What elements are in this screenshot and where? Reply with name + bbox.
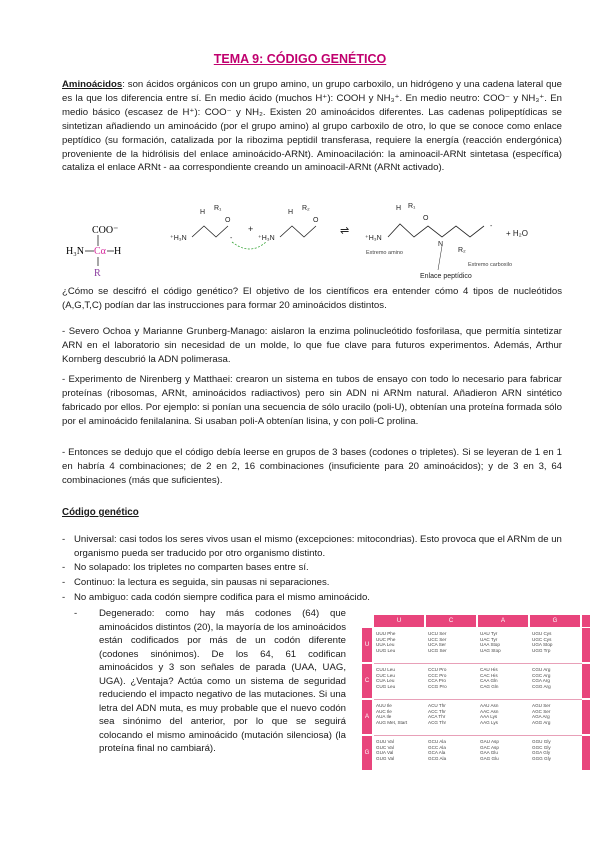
codon-entry: UCC Ser xyxy=(428,636,447,642)
codon-entry: UAC Tyr xyxy=(480,636,498,642)
codon-entry: UAG Stop xyxy=(480,647,501,653)
codon-entry: AAA Lys xyxy=(480,714,498,720)
codon-entry: UUU Phe xyxy=(376,631,396,636)
bullet-no-solapado: - No solapado: los tripletes no comparten bases entre sí. xyxy=(62,562,309,573)
codon-entry: GUA Val xyxy=(376,750,394,756)
codon-entry: GUC Val xyxy=(376,744,394,750)
nirenberg-paragraph: - Experimento de Nirenberg y Matthaei: crearon un sistema en tubos de ensayo con todo lo necesario para fabricar proteínas (ribosomas, ARNt, aminoácidos radiactivos) pero sin ADN ni ARNm natural. Añadieron ARN sintético fabricado por ellos. Por ejemplo: si ponían una secuencia de sólo uracilo (poli-U), obtenían una proteína formada sólo por el aminoácido fenilalanina. Si usaban poli-A obtenían lisina, y con poli-C prolina. xyxy=(62,374,562,427)
codon-entry: UCA Ser xyxy=(428,642,446,648)
plus-sign: + xyxy=(248,224,254,234)
aminoacidos-text: : son ácidos orgánicos con un grupo amino, un grupo carboxilo, un hidrógeno y una cadena lateral que es la que los diferencia entre sí. En medio ácido (muchos H⁺): COOH y NH₃⁺. En medio neutro: COO⁻ y NH₃⁺. En medio básico (escasez de H⁺): COO⁻ y NH₂. Existen 20 aminoácidos diferentes. Las cadenas polipeptídicas se sintetizan añadiendo un aminoácido (por el grupo amino) al grupo carboxilo de otro, lo que se conoce como enlace peptídico (su formación, catalizada por la ribozima peptidil transferasa, requiere la energía (reacción endergónica) proveniente de la hidrólisis del enlace aminoácido-ARNt). Aminoacilación: la aminoacil-ARNt sintetasa (específica) cataliza el enlace ARNt - aa correspondiente creando un aminoacil-ARNt (ARNt activado). xyxy=(62,79,562,174)
aa2-amino: ⁺H₃N xyxy=(258,235,275,242)
codon-entry: AUG Met, Start xyxy=(376,719,408,725)
equilibrium-arrow: ⇌ xyxy=(340,225,350,237)
codon-entry: GGC Gly xyxy=(532,744,551,750)
codon-entry: ACG Thr xyxy=(428,719,447,725)
extremo-carboxilo-label: Extremo carboxilo xyxy=(468,262,513,268)
codon-entry: UAU Tyr xyxy=(480,631,498,636)
r-label: R xyxy=(94,268,101,279)
codon-entry: CGC Arg xyxy=(532,672,551,678)
ca-label: Cα xyxy=(94,246,106,257)
codon-entry: UUG Leu xyxy=(376,647,396,653)
codon-entry: GAC Asp xyxy=(480,744,499,750)
codon-entry: ACA Thr xyxy=(428,714,446,720)
codon-entry: UGA Stop xyxy=(532,642,553,648)
codon-cell xyxy=(532,631,580,653)
codon-header-U: U xyxy=(374,615,424,627)
codon-entry: UCG Ser xyxy=(428,647,447,653)
codon-row-divider xyxy=(374,735,582,736)
bullet-universal: - Universal: casi todos los seres vivos usan el mismo (excepciones: mitocondrias). Esto provoca que el ARNm de un organismo pueda ser traducido por otro organismo distinto. xyxy=(62,534,562,559)
codon-table xyxy=(362,615,584,773)
codon-entry: GGG Gly xyxy=(532,755,551,761)
codon-side-C: C xyxy=(362,664,372,698)
codon-entry: GUG Val xyxy=(376,755,395,761)
codon-cell xyxy=(428,703,476,725)
codon-entry: CAC His xyxy=(480,672,498,678)
codon-cell xyxy=(428,631,476,653)
codon-entry: CUU Leu xyxy=(376,667,395,672)
product-n: N xyxy=(438,241,444,248)
codon-entry: GGA Gly xyxy=(532,750,551,756)
codon-entry: AGC Ser xyxy=(532,708,551,714)
codon-entry: GCG Ala xyxy=(428,755,447,761)
codon-entry: CGA Arg xyxy=(532,678,550,684)
product-o: O xyxy=(423,215,429,222)
codon-cell xyxy=(376,667,424,689)
codon-entry: CCG Pro xyxy=(428,683,447,689)
codon-entry: UGU Cys xyxy=(532,631,552,636)
codon-row-divider xyxy=(374,663,582,664)
codon-side-U: U xyxy=(362,628,372,662)
water-plus: + H₂O xyxy=(506,229,528,238)
bullet-no-ambiguo: - No ambiguo: cada codón siempre codifica para el mismo aminoácido. xyxy=(62,592,370,603)
product-r2: R₂ xyxy=(458,247,466,254)
codon-entry: GAA Glu xyxy=(480,750,498,756)
coo-label: COO⁻ xyxy=(92,225,119,236)
codon-cell xyxy=(376,703,424,725)
codon-entry: CUG Leu xyxy=(376,683,396,689)
codon-entry: AAG Lys xyxy=(480,719,498,725)
bullet-continuo: - Continuo: la lectura es seguida, sin pausas ni separaciones. xyxy=(62,577,330,588)
aa1-minus: - xyxy=(230,235,233,242)
codon-cell xyxy=(480,703,528,725)
codon-side-A: A xyxy=(362,700,372,734)
codon-cell xyxy=(428,739,476,761)
codon-cell xyxy=(428,667,476,689)
codon-entry: CCA Pro xyxy=(428,678,446,684)
codon-cell xyxy=(480,667,528,689)
codon-entry: ACU Thr xyxy=(428,703,446,708)
aa2-r2: R₂ xyxy=(302,205,310,212)
amino-acid-structure xyxy=(66,224,166,280)
codon-entry: CUC Leu xyxy=(376,672,395,678)
codon-entry: GAU Asp xyxy=(480,739,499,744)
codon-side-right-U xyxy=(582,628,590,662)
codon-entry: GGU Gly xyxy=(532,739,551,744)
codon-header-right xyxy=(582,615,590,627)
codon-entry: AGA Arg xyxy=(532,714,550,720)
tripletes-paragraph: - Entonces se dedujo que el código debía leerse en grupos de 3 bases (codones o tripletes). Si se leyeran de 1 en 1 en habría 4 combinaciones; de 2 en 2, 16 combinaciones (insuficiente para 20 aminoácidos); y de 3 en 3, 64 combinaciones (más que suficientes). xyxy=(62,447,562,486)
codon-cell xyxy=(532,703,580,725)
h-label: H xyxy=(114,246,122,257)
codon-entry: AAU Asn xyxy=(480,703,499,708)
codon-entry: UCU Ser xyxy=(428,631,447,636)
codon-header-A: A xyxy=(478,615,528,627)
codon-entry: UUA Leu xyxy=(376,642,395,648)
codon-entry: UGG Trp xyxy=(532,647,551,653)
codon-entry: GCC Ala xyxy=(428,744,446,750)
codon-header-G: G xyxy=(530,615,580,627)
codon-cell xyxy=(532,739,580,761)
aa1-h: H xyxy=(200,209,206,216)
codon-cell xyxy=(376,739,424,761)
codon-entry: AUU Ile xyxy=(376,703,392,708)
product-r1: R₁ xyxy=(408,203,416,210)
codon-side-right-G xyxy=(582,736,590,770)
codon-entry: AAC Asn xyxy=(480,708,499,714)
product-h1: H xyxy=(396,205,402,212)
codon-entry: AGU Ser xyxy=(532,703,551,708)
codon-entry: CCU Pro xyxy=(428,667,447,672)
peptide-reaction-diagram xyxy=(170,200,570,282)
extremo-amino-label: Extremo amino xyxy=(366,250,403,256)
codon-row-divider xyxy=(374,699,582,700)
codon-entry: CAU His xyxy=(480,667,498,672)
aa2-o: O xyxy=(313,217,319,224)
ochoa-paragraph: - Severo Ochoa y Marianne Grunberg-Manago: aislaron la enzima polinucleótido fosforilasa, que permitía sintetizar ARN en el laboratorio sin necesidad de un molde, lo que fue clave para futuros experimentos. Además, Arthur Kornberg descubrió la ADN polimerasa. xyxy=(62,326,562,365)
aa1-o: O xyxy=(225,217,231,224)
codon-entry: GCU Ala xyxy=(428,739,446,744)
codon-entry: CUA Leu xyxy=(376,678,395,684)
codon-entry: CAG Gln xyxy=(480,683,499,689)
codon-entry: UUC Phe xyxy=(376,636,396,642)
aminoacidos-label: Aminoácidos xyxy=(62,79,123,90)
intro-paragraph: ¿Cómo se descifró el código genético? El objetivo de los científicos era entender cómo 4 tipos de nucleótidos (A,G,T,C) podían dar las instrucciones para formar 20 aminoácidos distintos. xyxy=(62,286,562,311)
enlace-peptidico-label: Enlace peptídico xyxy=(420,273,472,280)
codon-entry: AUC Ile xyxy=(376,708,392,714)
codigo-genetico-heading: Código genético xyxy=(62,507,139,518)
codon-entry: CGU Arg xyxy=(532,667,551,672)
codon-side-G: G xyxy=(362,736,372,770)
codon-side-right-C xyxy=(582,664,590,698)
product-minus: - xyxy=(490,223,493,230)
codon-header-C: C xyxy=(426,615,476,627)
product-amino: ⁺H₃N xyxy=(365,235,382,242)
codon-entry: UGC Cys xyxy=(532,636,552,642)
codon-cell xyxy=(480,631,528,653)
codon-cell xyxy=(480,739,528,761)
aminoacidos-paragraph xyxy=(62,78,562,175)
codon-entry: CAA Gln xyxy=(480,678,498,684)
codon-entry: GCA Ala xyxy=(428,750,446,756)
aa1-amino: ⁺H₃N xyxy=(170,235,187,242)
codon-cell xyxy=(376,631,424,653)
codon-side-right-A xyxy=(582,700,590,734)
codon-cell xyxy=(532,667,580,689)
codon-entry: CCC Pro xyxy=(428,672,447,678)
codon-entry: AGG Arg xyxy=(532,719,551,725)
codon-entry: UAA Stop xyxy=(480,642,500,648)
aa1-r1: R₁ xyxy=(214,205,222,212)
codon-entry: GAG Glu xyxy=(480,755,499,761)
codon-entry: GUU Val xyxy=(376,739,394,744)
aa2-h: H xyxy=(288,209,294,216)
codon-entry: ACC Thr xyxy=(428,708,446,714)
codon-entry: CGG Arg xyxy=(532,683,551,689)
codon-entry: AUA Ile xyxy=(376,714,392,720)
h3n-label: H₃N xyxy=(66,246,84,257)
page-title: TEMA 9: CÓDIGO GENÉTICO xyxy=(213,52,387,66)
bullet-degenerado: - Degenerado: como hay más codones (64) que aminoácidos distintos (20), la mayoría de los aminoácidos están codificados por más de un codón diferente (codones sinónimos). De los 64, 61 codifican aminoácidos y 3 son señales de parada (UAA, UAG, UGA). ¿Ventaja? Actúa como un sistema de seguridad reduciendo el impacto negativo de las mutaciones. Si una letra del ADN muta, es muy probable que el nuevo codón sea sinónimo del anterior, por lo que se seguirá colocando el mismo aminoácido (mutación silenciosa) (la proteína final no cambiará). xyxy=(74,608,346,754)
